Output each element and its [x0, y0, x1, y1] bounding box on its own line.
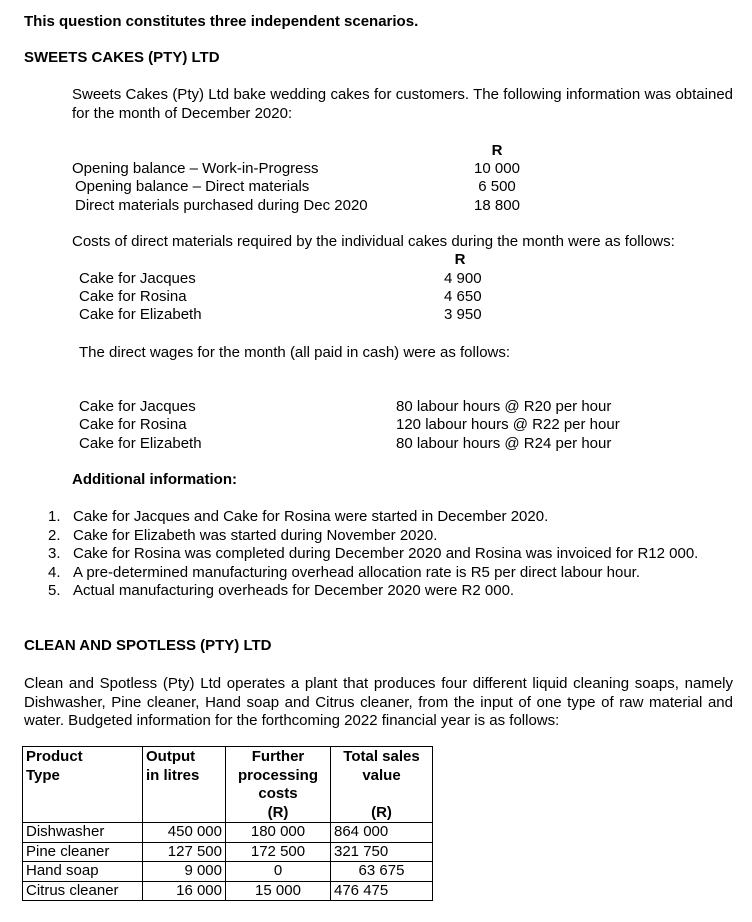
table-header-row: [23, 747, 433, 823]
list-item: [48, 582, 734, 601]
table-row: [23, 862, 433, 882]
wage-value: 80 labour hours @ R20 per hour: [396, 398, 612, 415]
product-table: [22, 746, 433, 901]
balance-value: 10 000: [474, 160, 520, 177]
wage-value: 80 labour hours @ R24 per hour: [396, 435, 612, 452]
cell-product: Citrus cleaner: [23, 881, 143, 901]
header-sales: Total sales value (R): [331, 747, 433, 823]
list-item: [48, 545, 734, 564]
cell-further: 172 500: [226, 842, 331, 862]
additional-heading: Additional information:: [72, 471, 237, 488]
materials-intro: Costs of direct materials required by the individual cakes during the month were as follows:: [72, 233, 675, 250]
list-number: 2.: [48, 526, 61, 544]
table-row: [23, 881, 433, 901]
wage-label: Cake for Rosina: [79, 416, 187, 433]
cell-product: Hand soap: [23, 862, 143, 882]
balance-label: Opening balance – Direct materials: [75, 178, 310, 195]
cell-output: 450 000: [143, 823, 226, 843]
list-number: 1.: [48, 508, 61, 525]
table-row: [23, 842, 433, 862]
material-label: Cake for Elizabeth: [79, 306, 202, 323]
list-text: Actual manufacturing overheads for December 2020 were R2 000.: [73, 582, 515, 599]
cell-product: Pine cleaner: [23, 842, 143, 862]
balance-value: 18 800: [474, 197, 520, 214]
intro-heading: This question constitutes three independent scenarios.: [24, 13, 419, 30]
cell-output: 9 000: [143, 862, 226, 882]
cell-product: Dishwasher: [23, 823, 143, 843]
header-further: Further processing costs (R): [226, 747, 331, 823]
cell-further: 15 000: [226, 881, 331, 901]
cell-output: 16 000: [143, 881, 226, 901]
balances-currency: R: [491, 142, 503, 159]
sweets-intro: Sweets Cakes (Pty) Ltd bake wedding cakes for customers. The following information was obtained for the month of December 2020:: [72, 86, 733, 122]
list-text: Cake for Rosina was completed during December 2020 and Rosina was invoiced for R12 000.: [73, 545, 699, 562]
list-number: 4.: [48, 563, 61, 581]
sweets-heading: SWEETS CAKES (PTY) LTD: [24, 49, 220, 66]
list-text: Cake for Jacques and Cake for Rosina were started in December 2020.: [73, 508, 549, 525]
cell-sales: 321 750: [331, 842, 433, 862]
cell-further: 180 000: [226, 823, 331, 843]
list-number: 5.: [48, 582, 61, 599]
balance-value: 6 500: [478, 178, 516, 195]
material-value: 4 650: [444, 288, 482, 305]
list-item: [48, 508, 734, 527]
cell-sales: 864 000: [331, 823, 433, 843]
cell-sales: 476 475: [331, 881, 433, 901]
wages-intro: The direct wages for the month (all paid in cash) were as follows:: [79, 344, 511, 361]
table-row: [23, 823, 433, 843]
cell-further: 0: [226, 862, 331, 882]
clean-heading: CLEAN AND SPOTLESS (PTY) LTD: [24, 637, 272, 654]
list-text: Cake for Elizabeth was started during November 2020.: [73, 526, 438, 544]
additional-list: [48, 508, 734, 601]
cell-output: 127 500: [143, 842, 226, 862]
clean-intro: Clean and Spotless (Pty) Ltd operates a plant that produces four different liquid cleaning soaps, namely Dishwasher, Pine cleaner, Hand soap and Citrus cleaner, from the input of one type of raw material and water. Budgeted information for the forthcoming 2022 financial year is as follows:: [24, 675, 733, 729]
materials-currency: R: [454, 251, 466, 268]
list-item: [48, 527, 734, 546]
wage-label: Cake for Jacques: [79, 398, 196, 415]
wage-value: 120 labour hours @ R22 per hour: [396, 416, 620, 433]
cell-sales: 63 675: [331, 862, 433, 882]
list-text: A pre-determined manufacturing overhead allocation rate is R5 per direct labour hour.: [73, 563, 640, 581]
wage-label: Cake for Elizabeth: [79, 435, 202, 452]
material-value: 4 900: [444, 270, 482, 287]
material-label: Cake for Jacques: [79, 270, 196, 287]
list-item: [48, 564, 734, 583]
balance-label: Opening balance – Work-in-Progress: [72, 160, 319, 177]
list-number: 3.: [48, 545, 61, 562]
material-value: 3 950: [444, 306, 482, 323]
header-product: Product Type: [23, 747, 143, 823]
balance-label: Direct materials purchased during Dec 2020: [75, 197, 368, 214]
header-output: Output in litres: [143, 747, 226, 823]
material-label: Cake for Rosina: [79, 288, 187, 305]
